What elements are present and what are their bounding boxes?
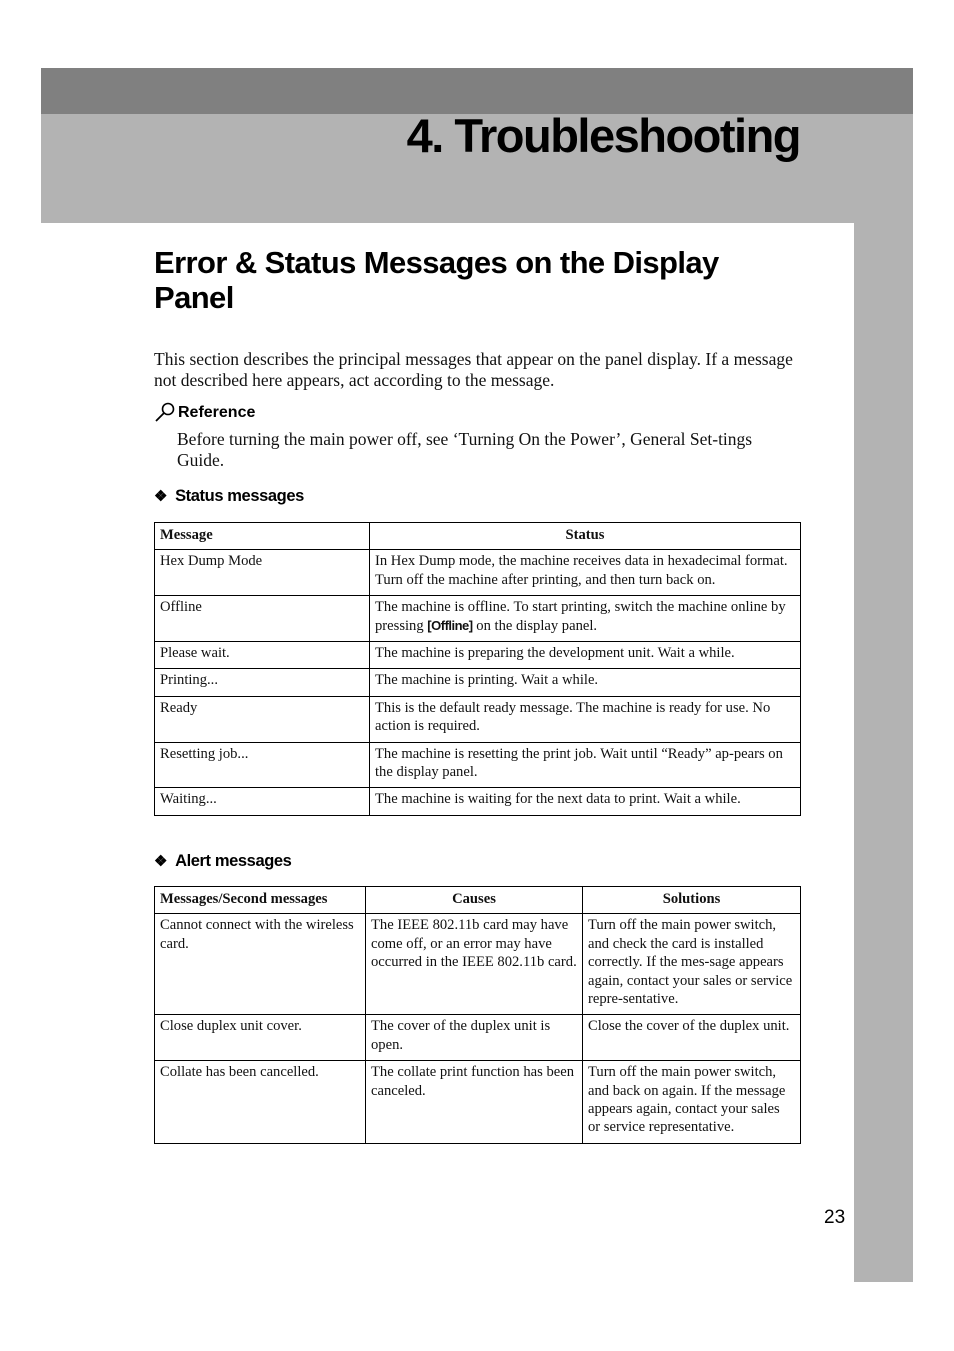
status-text: on the display panel. (472, 617, 598, 634)
table-row (155, 1015, 801, 1061)
alert-messages-heading (154, 852, 291, 871)
message-cell: Hex Dump Mode (155, 550, 370, 596)
section-title: Error & Status Messages on the Display Panel (154, 245, 719, 315)
table-row (155, 914, 801, 1015)
chapter-title: 4. Troubleshooting (406, 109, 800, 162)
solution-cell: Turn off the main power switch, and back on again. If the message appears again, contact your sales or service representative. (583, 1061, 801, 1144)
magnifier-icon (154, 402, 176, 422)
message-cell: Collate has been cancelled. (155, 1061, 366, 1144)
table-row (155, 642, 801, 669)
diamond-icon: ❖ (154, 488, 168, 505)
column-header: Messages/Second messages (155, 887, 366, 914)
status-messages-label: Status messages (175, 487, 304, 505)
message-cell: Printing... (155, 669, 370, 696)
table-row (155, 669, 801, 696)
status-cell (370, 596, 801, 642)
status-messages-table (154, 522, 801, 816)
table-header-row (155, 887, 801, 914)
message-cell: Ready (155, 696, 370, 742)
column-header: Causes (366, 887, 583, 914)
page-number: 23 (824, 1207, 846, 1228)
alert-messages-label: Alert messages (175, 852, 292, 870)
solution-cell: Turn off the main power switch, and check the card is installed correctly. If the mes-sage appears again, contact your sales or service repre-sentative. (583, 914, 801, 1015)
table-row (155, 596, 801, 642)
intro-paragraph: This section describes the principal messages that appear on the panel display. If a message not described here appears, act according to the message. (154, 349, 793, 390)
diamond-icon: ❖ (154, 853, 168, 870)
message-cell: Close duplex unit cover. (155, 1015, 366, 1061)
status-cell: In Hex Dump mode, the machine receives data in hexadecimal format. Turn off the machine after printing, and then turn back on. (370, 550, 801, 596)
status-cell: The machine is printing. Wait a while. (370, 669, 801, 696)
status-text: The machine is offline. To start printing, switch the machine online by pressing (375, 599, 786, 634)
status-cell: The machine is resetting the print job. Wait until “Ready” ap-pears on the display panel. (370, 742, 801, 788)
reference-label: Reference (178, 404, 256, 421)
table-row (155, 696, 801, 742)
table-row (155, 788, 801, 815)
status-cell: The machine is waiting for the next data to print. Wait a while. (370, 788, 801, 815)
offline-key-label: [Offline] (427, 617, 473, 633)
reference-heading (154, 402, 255, 422)
message-cell: Offline (155, 596, 370, 642)
status-cell: The machine is preparing the development unit. Wait a while. (370, 642, 801, 669)
cause-cell: The cover of the duplex unit is open. (366, 1015, 583, 1061)
alert-messages-table (154, 886, 801, 1144)
reference-body: Before turning the main power off, see ‘Turning On the Power’, General Set-tings Guide. (177, 429, 753, 470)
message-cell: Please wait. (155, 642, 370, 669)
table-row (155, 1061, 801, 1144)
table-row (155, 550, 801, 596)
status-cell: This is the default ready message. The machine is ready for use. No action is required. (370, 696, 801, 742)
message-cell: Resetting job... (155, 742, 370, 788)
column-header: Solutions (583, 887, 801, 914)
table-header-row (155, 523, 801, 550)
column-header: Status (370, 523, 801, 550)
cause-cell: The collate print function has been canceled. (366, 1061, 583, 1144)
message-cell: Waiting... (155, 788, 370, 815)
status-messages-heading (154, 487, 304, 506)
solution-cell: Close the cover of the duplex unit. (583, 1015, 801, 1061)
column-header: Message (155, 523, 370, 550)
message-cell: Cannot connect with the wireless card. (155, 914, 366, 1015)
cause-cell: The IEEE 802.11b card may have come off, or an error may have occurred in the IEEE 802.11b card. (366, 914, 583, 1015)
side-thumb-tab (854, 223, 913, 1282)
table-row (155, 742, 801, 788)
